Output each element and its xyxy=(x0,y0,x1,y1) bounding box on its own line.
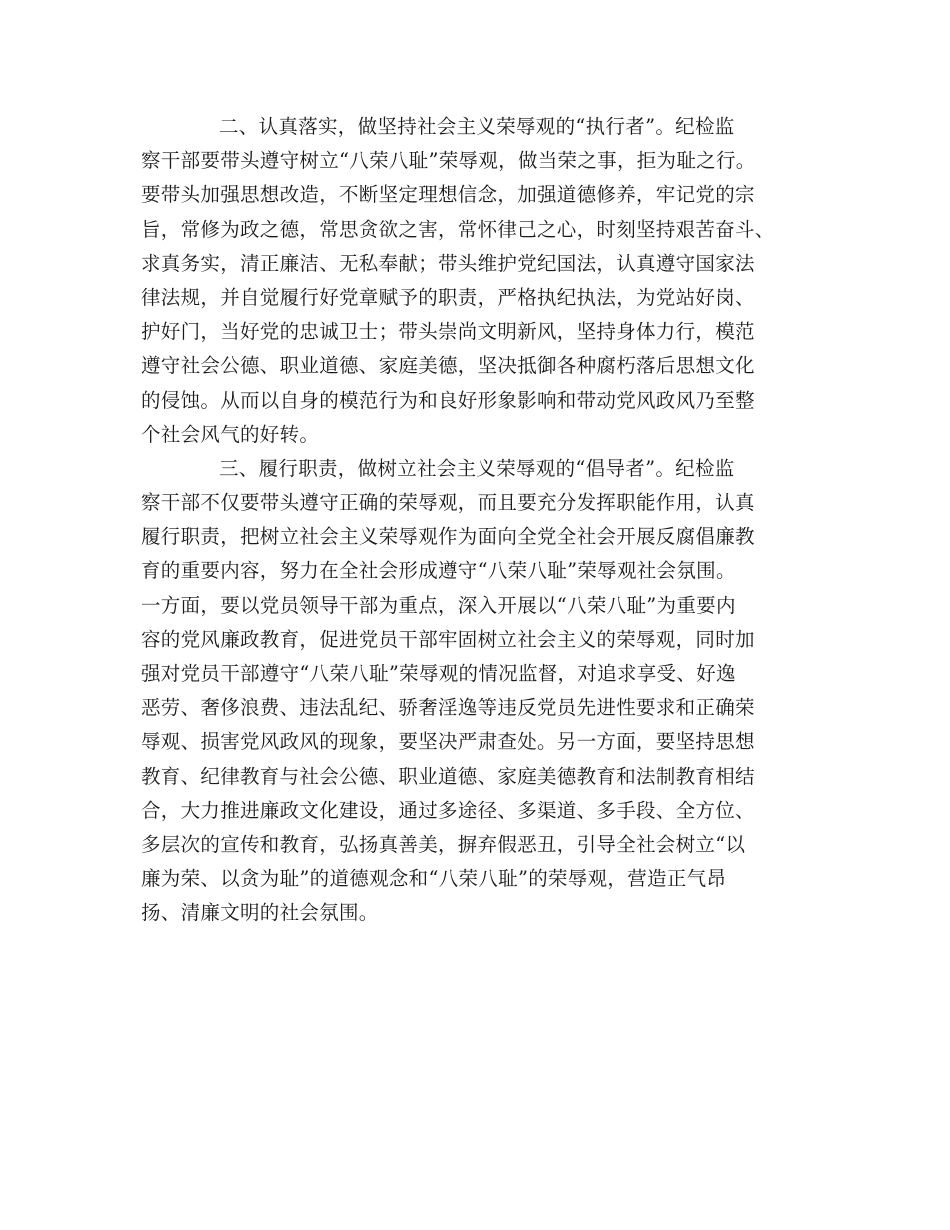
text-line: 辱观、损害党风政风的现象，要坚决严肃查处。另一方面，要坚持思想 xyxy=(141,730,755,754)
text-line: 要带头加强思想改造，不断坚定理想信念，加强道德修养，牢记党的宗 xyxy=(141,183,755,207)
text-line: 育的重要内容，努力在全社会形成遵守“八荣八耻”荣辱观社会氛围。 xyxy=(141,559,736,583)
text-line: 履行职责，把树立社会主义荣辱观作为面向全党全社会开展反腐倡廉教 xyxy=(141,525,755,549)
text-line: 旨，常修为政之德，常思贪欲之害，常怀律己之心，时刻坚持艰苦奋斗、 xyxy=(141,217,775,241)
text-line: 三、履行职责，做树立社会主义荣辱观的“倡导者”。纪检监 xyxy=(219,456,735,480)
text-line: 遵守社会公德、职业道德、家庭美德，坚决抵御各种腐朽落后思想文化 xyxy=(141,354,755,378)
text-line: 多层次的宣传和教育，弘扬真善美，摒弃假恶丑，引导全社会树立“以 xyxy=(141,832,746,856)
text-line: 的侵蚀。从而以自身的模范行为和良好形象影响和带动党风政风乃至整 xyxy=(141,388,755,412)
text-line: 护好门，当好党的忠诚卫士；带头崇尚文明新风，坚持身体力行，模范 xyxy=(141,320,755,344)
text-line: 二、认真落实，做坚持社会主义荣辱观的“执行者”。纪检监 xyxy=(219,115,735,138)
text-line: 察干部要带头遵守树立“八荣八耻”荣辱观，做当荣之事，拒为耻之行。 xyxy=(141,149,756,173)
text-line: 教育、纪律教育与社会公德、职业道德、家庭美德教育和法制教育相结 xyxy=(141,764,755,788)
paragraph-two xyxy=(141,110,811,452)
text-line: 扬、清廉文明的社会氛围。 xyxy=(141,901,379,925)
text-line: 廉为荣、以贪为耻”的道德观念和“八荣八耻”的荣辱观，营造正气昂 xyxy=(141,867,727,891)
text-line: 合，大力推进廉政文化建设，通过多途径、多渠道、多手段、全方位、 xyxy=(141,798,755,822)
text-line: 个社会风气的好转。 xyxy=(141,422,320,446)
paragraph-three xyxy=(141,452,811,931)
text-line: 一方面，要以党员领导干部为重点，深入开展以“八荣八耻”为重要内 xyxy=(141,593,736,617)
text-line: 求真务实，清正廉洁、无私奉献；带头维护党纪国法，认真遵守国家法 xyxy=(141,251,755,275)
text-line: 律法规，并自觉履行好党章赋予的职责，严格执纪执法，为党站好岗、 xyxy=(141,285,755,309)
text-line: 察干部不仅要带头遵守正确的荣辱观，而且要充分发挥职能作用，认真 xyxy=(141,491,755,515)
document-body xyxy=(141,110,811,931)
text-line: 恶劳、奢侈浪费、违法乱纪、骄奢淫逸等违反党员先进性要求和正确荣 xyxy=(141,696,755,720)
text-line: 强对党员干部遵守“八荣八耻”荣辱观的情况监督，对追求享受、好逸 xyxy=(141,662,736,685)
text-line: 容的党风廉政教育，促进党员干部牢固树立社会主义的荣辱观，同时加 xyxy=(141,627,755,651)
